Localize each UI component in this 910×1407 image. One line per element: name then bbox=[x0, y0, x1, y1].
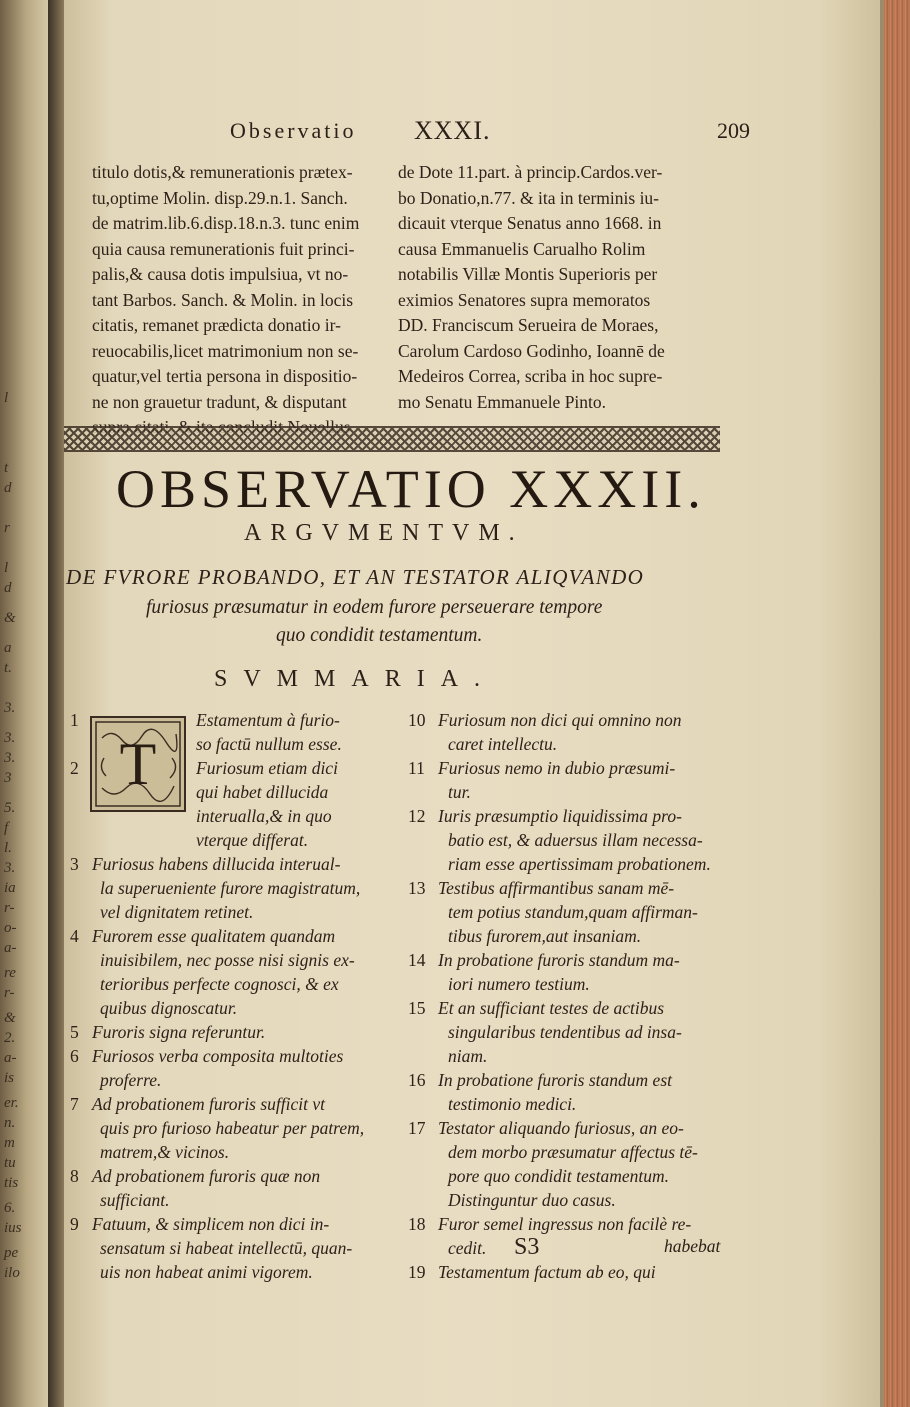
previous-page-fragment: n. bbox=[4, 1115, 16, 1131]
text-line: Medeiros Correa, scriba in hoc supre- bbox=[398, 366, 663, 386]
summary-number: 17 bbox=[408, 1118, 426, 1138]
summary-text: Furiosum etiam dici bbox=[196, 758, 338, 778]
text-line: Carolum Cardoso Godinho, Ioannē de bbox=[398, 340, 665, 361]
summary-text: caret intellectu. bbox=[448, 734, 558, 754]
summary-item bbox=[70, 756, 390, 780]
summary-text: Testamentum factum ab eo, qui bbox=[438, 1262, 656, 1282]
running-head bbox=[230, 118, 760, 148]
summary-item bbox=[408, 1188, 738, 1212]
summary-column-left bbox=[70, 708, 390, 1284]
summary-text: Testibus affirmantibus sanam mē- bbox=[438, 878, 675, 898]
summary-number: 2 bbox=[70, 758, 79, 778]
summary-text: quis pro furioso habeatur per patrem, bbox=[100, 1118, 365, 1138]
summary-item bbox=[70, 924, 390, 948]
subject-line-2: furiosus præsumatur in eodem furore perseuerare tempore bbox=[146, 597, 603, 618]
summary-item bbox=[408, 1044, 738, 1068]
summary-number: 3 bbox=[70, 854, 79, 874]
text-line: de Dote 11.part. à princip.Cardos.ver- bbox=[398, 162, 663, 182]
summary-text: riam esse apertissimam probationem. bbox=[448, 854, 711, 874]
previous-page-fragment: & bbox=[4, 610, 16, 626]
summary-column-right bbox=[408, 708, 738, 1284]
summary-text: tur. bbox=[448, 782, 471, 802]
summary-item bbox=[408, 1164, 738, 1188]
summary-number: 8 bbox=[70, 1166, 79, 1186]
summary-item bbox=[70, 1116, 390, 1140]
text-line: DD. Franciscum Serueira de Moraes, bbox=[398, 315, 659, 335]
summary-text: singularibus tendentibus ad insa- bbox=[448, 1022, 682, 1042]
summary-item bbox=[70, 948, 390, 972]
signature-mark: S3 bbox=[514, 1234, 540, 1260]
summary-item bbox=[70, 876, 390, 900]
summary-item bbox=[408, 1260, 738, 1284]
book-gutter bbox=[48, 0, 64, 1407]
text-line: quatur,vel tertia persona in dispositio- bbox=[92, 366, 358, 386]
summary-item bbox=[70, 996, 390, 1020]
previous-page-fragment: r- bbox=[4, 900, 15, 916]
summary-text: Furorem esse qualitatem quandam bbox=[92, 926, 336, 946]
summary-text: so factū nullum esse. bbox=[196, 734, 342, 754]
summary-item bbox=[408, 1116, 738, 1140]
summary-text: matrem,& vicinos. bbox=[100, 1142, 230, 1162]
summary-text: Furiosos verba composita multoties bbox=[92, 1046, 344, 1066]
summary-text: interualla,& in quo bbox=[196, 806, 332, 826]
previous-page-fragment: ilo bbox=[4, 1265, 20, 1281]
previous-page-fragment: a- bbox=[4, 1050, 17, 1066]
summary-item bbox=[408, 1140, 738, 1164]
summary-number: 12 bbox=[408, 806, 426, 826]
previous-page-fragment: tu bbox=[4, 1155, 16, 1171]
previous-page-fragment: 3. bbox=[4, 700, 16, 716]
previous-page-fragment: 3. bbox=[4, 730, 16, 746]
subject-line-3: quo condidit testamentum. bbox=[276, 625, 483, 646]
catchword: habebat bbox=[664, 1236, 721, 1256]
text-line: notabilis Villæ Montis Superioris per bbox=[398, 264, 658, 284]
previous-page-fragment: 3 bbox=[4, 770, 12, 786]
summary-number: 16 bbox=[408, 1070, 426, 1090]
text-line: citatis, remanet prædicta donatio ir- bbox=[92, 315, 341, 335]
summary-text: Furiosus nemo in dubio præsumi- bbox=[438, 758, 676, 778]
summary-item bbox=[70, 1236, 390, 1260]
text-line: ne non grauetur tradunt, & disputant bbox=[92, 391, 347, 412]
previous-page-fragment: is bbox=[4, 1070, 15, 1086]
subject-line-1: DE FVRORE PROBANDO, ET AN TESTATOR ALIQVANDO bbox=[66, 565, 645, 589]
summary-item bbox=[70, 1044, 390, 1068]
previous-page-fragment: r bbox=[4, 520, 10, 536]
summary-item bbox=[70, 1260, 390, 1284]
previous-page-fragment: pe bbox=[4, 1245, 19, 1261]
ornamental-rule bbox=[64, 426, 720, 452]
summary-item bbox=[70, 1212, 390, 1236]
summary-text: batio est, & aduersus illam necessa- bbox=[448, 830, 703, 850]
summary-text: vel dignitatem retinet. bbox=[100, 902, 254, 922]
text-line: titulo dotis,& remunerationis prætex- bbox=[92, 162, 353, 182]
summary-item bbox=[70, 804, 390, 828]
summary-text: uis non habeat animi vigorem. bbox=[100, 1262, 313, 1282]
summary-text: Distinguntur duo casus. bbox=[448, 1190, 616, 1210]
text-line: tu,optime Molin. disp.29.n.1. Sanch. bbox=[92, 187, 348, 208]
summary-item bbox=[70, 1068, 390, 1092]
page-block-red-edge bbox=[884, 0, 910, 1407]
summary-text: Iuris præsumptio liquidissima pro- bbox=[438, 806, 682, 826]
previous-page-fragment: ius bbox=[4, 1220, 22, 1236]
summary-item bbox=[408, 1092, 738, 1116]
previous-page-fragment: l bbox=[4, 560, 9, 576]
argumentum-heading: ARGVMENTVM. bbox=[244, 520, 524, 546]
summary-text: testimonio medici. bbox=[448, 1094, 577, 1114]
summary-text: tem potius standum,quam affirman- bbox=[448, 902, 698, 922]
summary-item bbox=[70, 708, 390, 732]
previous-page-fragment: a bbox=[4, 640, 12, 656]
previous-page-fragment: d bbox=[4, 480, 12, 496]
summary-item bbox=[408, 972, 738, 996]
summary-number: 7 bbox=[70, 1094, 79, 1114]
summary-number: 1 bbox=[70, 710, 79, 730]
summary-number: 19 bbox=[408, 1262, 426, 1282]
previous-page-fragment: t bbox=[4, 460, 9, 476]
text-column-left bbox=[92, 160, 392, 441]
previous-page-fragment: l. bbox=[4, 840, 12, 856]
summary-item bbox=[70, 1164, 390, 1188]
summary-number: 4 bbox=[70, 926, 79, 946]
summary-item bbox=[70, 852, 390, 876]
summary-item bbox=[408, 1212, 738, 1236]
previous-page-fragment: er. bbox=[4, 1095, 19, 1111]
summary-text: la superueniente furore magistratum, bbox=[100, 878, 361, 898]
previous-page-fragment: 6. bbox=[4, 1200, 16, 1216]
summary-item bbox=[408, 708, 738, 732]
previous-page-fragment: r- bbox=[4, 985, 15, 1001]
initial-letter: T bbox=[119, 731, 157, 797]
summary-item bbox=[70, 900, 390, 924]
page-number: 209 bbox=[717, 118, 750, 143]
summary-text: sufficiant. bbox=[100, 1190, 170, 1210]
running-head-number: XXXI. bbox=[414, 116, 491, 145]
summary-number: 13 bbox=[408, 878, 426, 898]
summary-text: Furoris signa referuntur. bbox=[92, 1022, 266, 1042]
summary-text: Furiosus habens dillucida interual- bbox=[92, 854, 341, 874]
summary-text: Ad probationem furoris sufficit vt bbox=[92, 1094, 326, 1114]
summary-item bbox=[408, 948, 738, 972]
summary-item bbox=[70, 972, 390, 996]
summary-text: In probatione furoris standum ma- bbox=[438, 950, 680, 970]
summary-item bbox=[408, 900, 738, 924]
previous-page-fragment: tis bbox=[4, 1175, 19, 1191]
summary-number: 11 bbox=[408, 758, 425, 778]
summary-item bbox=[70, 1092, 390, 1116]
summary-text: pore quo condidit testamentum. bbox=[448, 1166, 669, 1186]
previous-page-fragment: re bbox=[4, 965, 16, 981]
summary-item bbox=[408, 876, 738, 900]
summary-text: niam. bbox=[448, 1046, 488, 1066]
summary-number: 6 bbox=[70, 1046, 79, 1066]
summary-text: Ad probationem furoris quæ non bbox=[92, 1166, 321, 1186]
summary-text: qui habet dillucida bbox=[196, 782, 329, 802]
summary-text: dem morbo præsumatur affectus tē- bbox=[448, 1142, 698, 1162]
observation-heading: OBSERVATIO XXXII. bbox=[116, 459, 706, 519]
text-line: eximios Senatores supra memoratos bbox=[398, 289, 651, 310]
summary-item bbox=[70, 732, 390, 756]
summary-text: quibus dignoscatur. bbox=[100, 998, 238, 1018]
summary-number: 14 bbox=[408, 950, 426, 970]
previous-page-edge bbox=[0, 0, 48, 1407]
summary-text: tibus furorem,aut insaniam. bbox=[448, 926, 642, 946]
summary-text: Furiosum non dici qui omnino non bbox=[438, 710, 682, 730]
summary-text: terioribus perfecte cognosci, & ex bbox=[100, 974, 339, 994]
previous-page-fragment: & bbox=[4, 1010, 16, 1026]
summaria-heading: SVMMARIA. bbox=[214, 666, 497, 692]
summary-text: iori numero testium. bbox=[448, 974, 590, 994]
summary-item bbox=[70, 780, 390, 804]
previous-page-fragment: d bbox=[4, 580, 12, 596]
running-head-title: Observatio bbox=[230, 118, 357, 143]
summary-item bbox=[408, 828, 738, 852]
summary-text: Estamentum à furio- bbox=[196, 710, 340, 730]
summary-text: vterque differat. bbox=[196, 830, 309, 850]
summary-item bbox=[408, 756, 738, 780]
text-line: bo Donatio,n.77. & ita in terminis iu- bbox=[398, 187, 660, 208]
summary-text: Et an sufficiant testes de actibus bbox=[438, 998, 665, 1018]
summary-text: sensatum si habeat intellectū, quan- bbox=[100, 1238, 353, 1258]
summary-number: 15 bbox=[408, 998, 426, 1018]
summary-number: 10 bbox=[408, 710, 426, 730]
summary-item bbox=[70, 1020, 390, 1044]
previous-page-fragment: ia bbox=[4, 880, 16, 896]
summary-item bbox=[408, 804, 738, 828]
summary-number: 9 bbox=[70, 1214, 79, 1234]
summary-text: cedit. bbox=[448, 1238, 487, 1258]
summary-number: 5 bbox=[70, 1022, 79, 1042]
summary-text: inuisibilem, nec posse nisi signis ex- bbox=[100, 950, 355, 970]
previous-page-fragment: 3. bbox=[4, 750, 16, 766]
text-line: causa Emmanuelis Carualho Rolim bbox=[398, 238, 646, 259]
summary-item bbox=[408, 1020, 738, 1044]
text-column-right bbox=[398, 160, 718, 415]
summary-item bbox=[408, 780, 738, 804]
summary-number: 18 bbox=[408, 1214, 426, 1234]
text-line: dicauit vterque Senatus anno 1668. in bbox=[398, 213, 662, 233]
previous-page-fragment: f bbox=[4, 820, 9, 836]
text-line: palis,& causa dotis impulsiua, vt no- bbox=[92, 264, 349, 284]
summary-item bbox=[70, 828, 390, 852]
previous-page-fragment: 5. bbox=[4, 800, 16, 816]
previous-page-fragment: m bbox=[4, 1135, 15, 1151]
text-line: mo Senatu Emmanuele Pinto. bbox=[398, 391, 607, 412]
summary-item bbox=[408, 732, 738, 756]
previous-page-fragment: o- bbox=[4, 920, 17, 936]
text-line: reuocabilis,licet matrimonium non se- bbox=[92, 340, 359, 361]
previous-page-fragment: 2. bbox=[4, 1030, 16, 1046]
summary-item bbox=[408, 996, 738, 1020]
previous-page-fragment: 3. bbox=[4, 860, 16, 876]
summary-item bbox=[408, 852, 738, 876]
summary-text: Fatuum, & simplicem non dici in- bbox=[92, 1214, 330, 1234]
summary-item bbox=[408, 924, 738, 948]
summary-item bbox=[70, 1140, 390, 1164]
summary-text: Testator aliquando furiosus, an eo- bbox=[438, 1118, 684, 1138]
text-line: tant Barbos. Sanch. & Molin. in locis bbox=[92, 289, 354, 310]
text-line: quia causa remunerationis fuit princi- bbox=[92, 238, 355, 259]
previous-page-fragment: t. bbox=[4, 660, 12, 676]
summary-text: Furor semel ingressus non facilè re- bbox=[438, 1214, 692, 1234]
summary-item bbox=[70, 1188, 390, 1212]
previous-page-fragment: l bbox=[4, 390, 9, 406]
summary-text: In probatione furoris standum est bbox=[438, 1070, 672, 1090]
summary-item bbox=[408, 1068, 738, 1092]
text-line: de matrim.lib.6.disp.18.n.3. tunc enim bbox=[92, 213, 360, 233]
summary-text: proferre. bbox=[100, 1070, 162, 1090]
previous-page-fragment: a- bbox=[4, 940, 17, 956]
